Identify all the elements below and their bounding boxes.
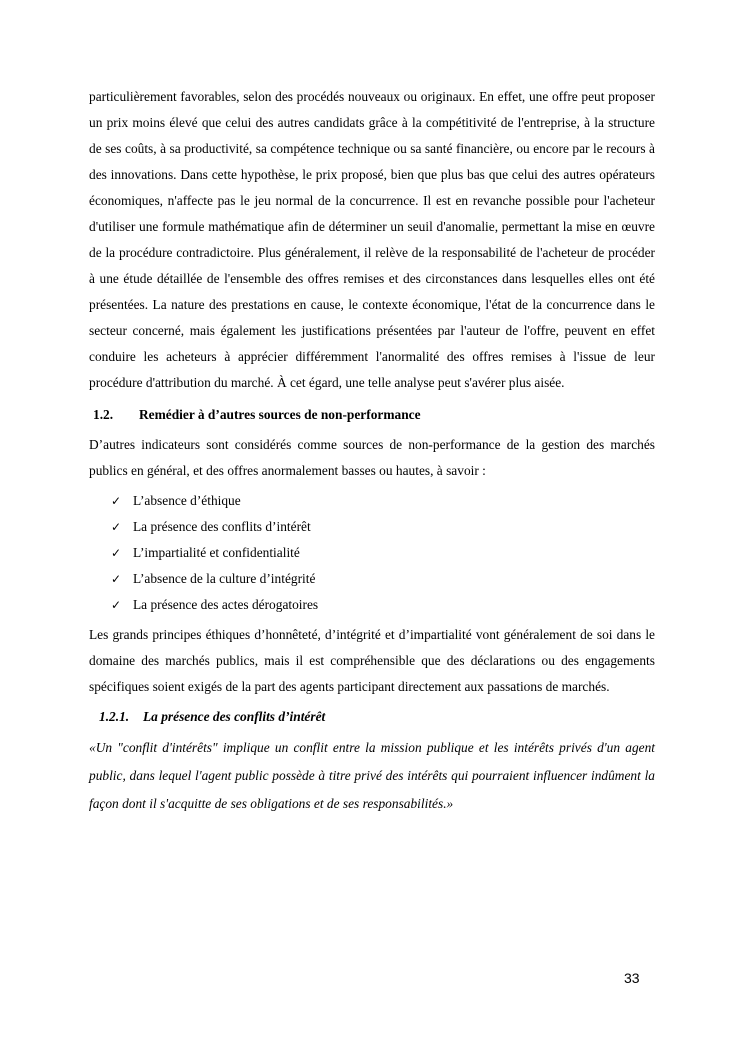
checklist <box>89 488 655 618</box>
definition-quote: «Un "conflit d'intérêts" implique un conflit entre la mission publique et les intérêts privés d'un agent public, dans lequel l'agent public possède à titre privé des intérêts qui pourraient influencer indûment la façon dont il s'acquitte de ses obligations et de ses responsabilités.» <box>89 740 655 811</box>
section-title: Remédier à d’autres sources de non-performance <box>139 407 421 422</box>
body-paragraph-ethics: Les grands principes éthiques d’honnêteté, d’intégrité et d’impartialité vont généralement de soi dans le domaine des marchés publics, mais il est compréhensible que des déclarations ou des engagements spécifiques soient exigés de la part des agents participant directement aux passations de marchés. <box>89 627 655 694</box>
list-item: ✓ La présence des conflits d’intérêt <box>111 514 655 540</box>
checkmark-icon: ✓ <box>111 494 122 508</box>
page-content <box>89 84 655 818</box>
checkmark-icon: ✓ <box>111 520 122 534</box>
subsection-title: La présence des conflits d’intérêt <box>143 709 326 724</box>
checkmark-icon: ✓ <box>111 598 122 612</box>
page-number: 33 <box>624 970 640 986</box>
body-paragraph-indicators: D’autres indicateurs sont considérés comme sources de non-performance de la gestion des marchés publics en général, et des offres anormalement basses ou hautes, à savoir : <box>89 437 655 478</box>
body-paragraph-offers: particulièrement favorables, selon des procédés nouveaux ou originaux. En effet, une offre peut proposer un prix moins élevé que celui des autres candidats grâce à la compétitivité de l'entreprise, à la structure de ses coûts, à sa productivité, sa compétence technique ou sa santé financière, ou encore par le recours à des innovations. Dans cette hypothèse, le prix proposé, bien que plus bas que celui des autres opérateurs économiques, n'affecte pas le jeu normal de la concurrence. Il est en revanche possible pour l'acheteur d'utiliser une formule mathématique afin de déterminer un seuil d'anomalie, permettant la mise en œuvre de la procédure contradictoire. Plus généralement, il relève de la responsabilité de l'acheteur de procéder à une étude détaillée de l'ensemble des offres remises et des circonstances dans lesquelles elles ont été présentées. La nature des prestations en cause, le contexte économique, l'état de la concurrence dans le secteur concerné, mais également les justifications présentées par l'auteur de l'offre, peuvent en effet conduire les acheteurs à apprécier différemment l'anormalité des offres remises à l'issue de leur procédure d'attribution du marché. À cet égard, une telle analyse peut s'avérer plus aisée. <box>89 89 655 390</box>
section-number: 1.2. <box>93 407 114 422</box>
section-heading-1-2-1 <box>89 704 655 730</box>
section-heading-1-2 <box>89 402 655 428</box>
checkmark-icon: ✓ <box>111 546 122 560</box>
list-item: ✓ L’absence d’éthique <box>111 488 655 514</box>
list-item: ✓ La présence des actes dérogatoires <box>111 592 655 618</box>
checkmark-icon: ✓ <box>111 572 122 586</box>
list-item: ✓ L’absence de la culture d’intégrité <box>111 566 655 592</box>
list-item: ✓ L’impartialité et confidentialité <box>111 540 655 566</box>
subsection-number: 1.2.1. <box>99 709 130 724</box>
